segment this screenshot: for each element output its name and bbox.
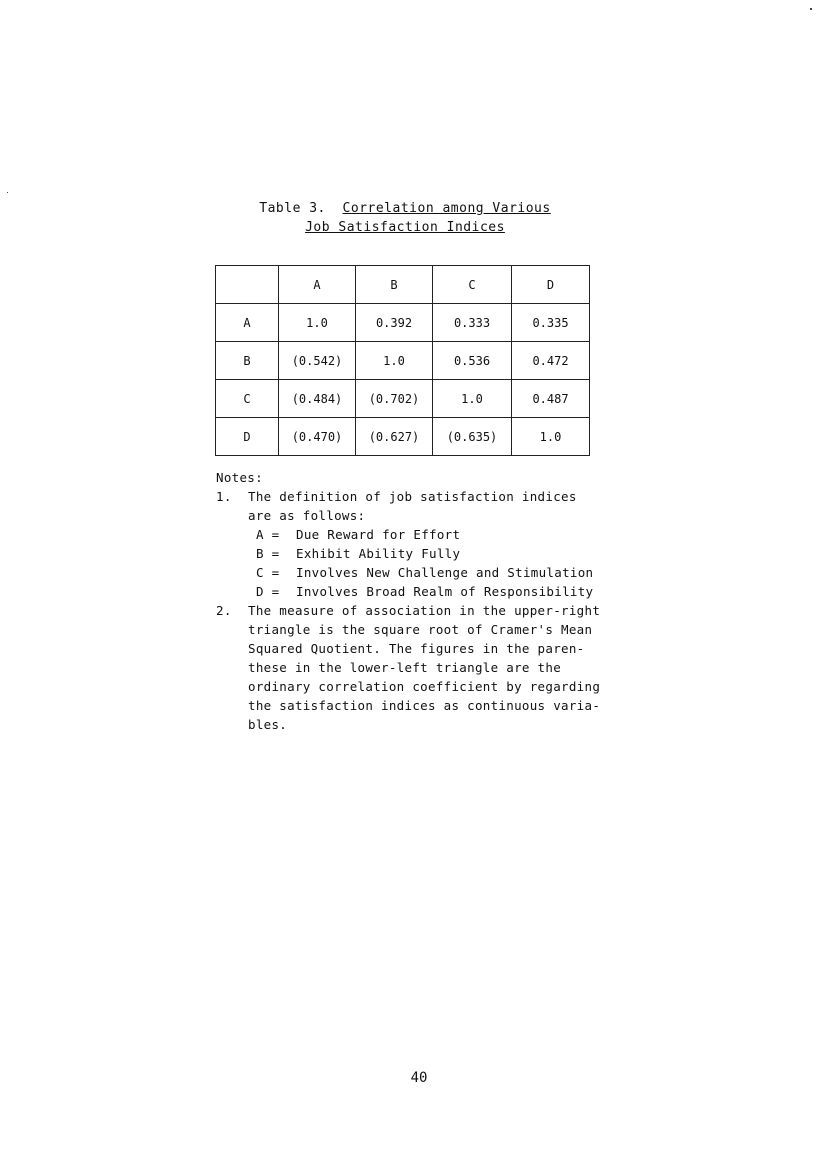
header-cell-corner	[216, 266, 279, 304]
note-line: triangle is the square root of Cramer's Mean	[248, 622, 593, 637]
table-cell: 0.333	[433, 304, 512, 342]
note-item-2	[216, 601, 608, 734]
note-item-1	[216, 487, 608, 601]
note-number: 2.	[216, 603, 232, 618]
header-cell-c: C	[433, 266, 512, 304]
correlation-table	[215, 265, 590, 456]
header-cell-b: B	[356, 266, 433, 304]
table-title-prefix: Table 3.	[259, 201, 326, 216]
definition-key: B =	[256, 546, 280, 561]
header-cell-d: D	[512, 266, 590, 304]
note-line: are as follows:	[248, 508, 366, 523]
table-cell: 1.0	[356, 342, 433, 380]
table-title-line2-wrap	[0, 220, 810, 235]
table-cell: 0.487	[512, 380, 590, 418]
table-row	[216, 380, 590, 418]
note-number: 1.	[216, 489, 232, 504]
definition-value: Involves New Challenge and Stimulation	[296, 565, 594, 580]
note-line: bles.	[248, 717, 288, 732]
table-cell: 1.0	[433, 380, 512, 418]
notes-heading: Notes:	[216, 470, 263, 485]
note-line: The measure of association in the upper-right	[248, 603, 601, 618]
notes-section	[216, 468, 608, 734]
definition-value: Due Reward for Effort	[296, 527, 461, 542]
table-row	[216, 418, 590, 456]
note-line: The definition of job satisfaction indices	[248, 489, 577, 504]
note-text	[248, 487, 608, 601]
table-cell: (0.702)	[356, 380, 433, 418]
table-cell: 0.335	[512, 304, 590, 342]
row-label: A	[216, 304, 279, 342]
page-number: 40	[410, 1070, 428, 1086]
definition-row	[248, 544, 608, 563]
note-line: ordinary correlation coefficient by regarding	[248, 679, 601, 694]
table-title-line2: Job Satisfaction Indices	[305, 220, 505, 235]
table-cell: 0.472	[512, 342, 590, 380]
definition-value: Exhibit Ability Fully	[296, 546, 461, 561]
note-text	[248, 601, 608, 734]
scan-speck	[810, 8, 812, 10]
definition-row	[248, 582, 608, 601]
row-label: C	[216, 380, 279, 418]
table-cell: 0.392	[356, 304, 433, 342]
definition-key: A =	[256, 527, 280, 542]
definition-row	[248, 563, 608, 582]
table-cell: 1.0	[512, 418, 590, 456]
table-cell: 1.0	[279, 304, 356, 342]
definition-key: C =	[256, 565, 280, 580]
table-cell: (0.627)	[356, 418, 433, 456]
definition-value: Involves Broad Realm of Responsibility	[296, 584, 594, 599]
table-row	[216, 342, 590, 380]
note-line: these in the lower-left triangle are the	[248, 660, 562, 675]
table-cell: (0.484)	[279, 380, 356, 418]
table-title-line1: Correlation among Various	[342, 201, 551, 216]
row-label: D	[216, 418, 279, 456]
row-label: B	[216, 342, 279, 380]
definition-key: D =	[256, 584, 280, 599]
note-line: Squared Quotient. The figures in the paren-	[248, 641, 585, 656]
table-cell: 0.536	[433, 342, 512, 380]
header-cell-a: A	[279, 266, 356, 304]
table-title	[0, 201, 810, 216]
note-line: the satisfaction indices as continuous varia-	[248, 698, 601, 713]
table-cell: (0.470)	[279, 418, 356, 456]
table-row	[216, 304, 590, 342]
definition-row	[248, 525, 608, 544]
table-cell: (0.635)	[433, 418, 512, 456]
table-cell: (0.542)	[279, 342, 356, 380]
table-header-row	[216, 266, 590, 304]
scan-speck	[7, 192, 8, 193]
